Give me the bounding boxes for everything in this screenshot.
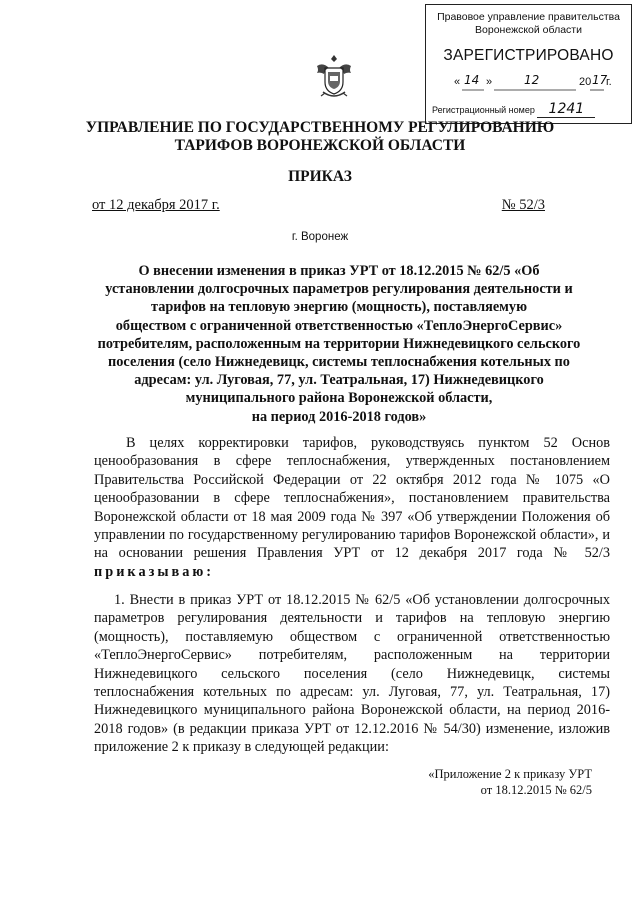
stamp-reg-number: 1241 (537, 101, 595, 118)
stamp-date-underlines (454, 75, 624, 93)
subject-line: обществом с ограниченной ответственностью «ТеплоЭнергоСервис» (115, 317, 563, 334)
agency-title-line2: ТАРИФОВ ВОРОНЕЖСКОЙ ОБЛАСТИ (174, 137, 466, 154)
order-date: от 12 декабря 2017 г. (92, 197, 220, 213)
appendix-ref-line2: от 18.12.2015 № 62/5 (480, 782, 592, 797)
order-number: № 52/3 (501, 197, 545, 213)
stamp-date-month: 12 (524, 73, 540, 87)
appendix-ref-line1: «Приложение 2 к приказу УРТ (428, 767, 592, 781)
stamp-authority-line2: Воронежской области (475, 24, 582, 36)
stamp-date-close-quote: » (486, 76, 493, 88)
stamp-date-open-quote: « (454, 76, 461, 88)
clause-1-paragraph: 1. Внести в приказ УРТ от 18.12.2015 № 62/5 «Об установлении долгосрочных параметров регулирования деятельности и тарифов на тепловую энергию (мощность), поставляемую обществом с ограниченной ответственностью «ТеплоЭнергоСервис» потребителям, расположенным на территории Нижнедевицкого сельского поселения (село Нижнедевицк, системы теплоснабжения котельных по адресам: ул. Луговая, 77, ул. Театральная, 17) Нижнедевицкого муниципального района Воронежской области, на период 2016-2018 годов» (в редакции приказа УРТ от 12.12.2016 № 54/30) изменение, изложив приложение 2 к приказу в следующей редакции: (94, 592, 610, 756)
stamp-date-year-g: г. (606, 76, 612, 88)
preamble-text: В целях корректировки тарифов, руководствуясь пунктом 52 Основ ценообразования в сфере теплоснабжения, утвержденных постановлением Правительства Российской Федерации от 22 октября 2012 года № 1075 «О ценообразовании в сфере теплоснабжения», постановлением правительства Воронежской области от 18 мая 2009 года № 397 «Об утверждении Положения об управлении по государственному регулированию тарифов Воронежской области», и на основании решения Правления УРТ от 12 декабря 2017 года № 52/3 (94, 435, 610, 562)
coat-of-arms-icon (313, 52, 355, 102)
order-subject (94, 262, 584, 426)
subject-line: О внесении изменения в приказ УРТ от 18.12.2015 № 62/5 «Об (138, 263, 540, 279)
registration-stamp (425, 4, 632, 124)
stamp-title: ЗАРЕГИСТРИРОВАНО (443, 47, 614, 64)
subject-line: установлении долгосрочных параметров регулирования деятельности и (105, 281, 573, 298)
subject-line: адресам: ул. Луговая, 77, ул. Театральная, 17) Нижнедевицкого (134, 372, 544, 389)
preamble-paragraph (94, 434, 610, 581)
stamp-date-year-suffix: 17 (592, 73, 608, 87)
agency-title-line1: УПРАВЛЕНИЕ ПО ГОСУДАРСТВЕННОМУ РЕГУЛИРОВАНИЮ (85, 119, 555, 136)
stamp-date-year-prefix: 20 (579, 76, 592, 88)
stamp-reg-label: Регистрационный номер (432, 105, 535, 115)
stamp-registration (432, 101, 595, 118)
subject-line: тарифов на тепловую энергию (мощность), поставляемую (151, 299, 527, 316)
stamp-date (454, 75, 624, 93)
subject-line: муниципального района Воронежской области, (185, 390, 493, 407)
subject-line: на период 2016-2018 годов» (251, 408, 427, 425)
stamp-date-day: 14 (464, 73, 480, 87)
order-word: приказываю: (94, 563, 215, 580)
subject-line: потребителям, расположенным на территории Нижнедевицкого сельского (97, 335, 581, 352)
stamp-authority-line1: Правовое управление правительства (437, 11, 620, 23)
document-type: ПРИКАЗ (288, 168, 352, 185)
subject-line: поселения (село Нижнедевицк, системы теплоснабжения котельных по (108, 354, 570, 371)
city: г. Воронеж (291, 231, 349, 243)
appendix-reference (428, 767, 592, 798)
